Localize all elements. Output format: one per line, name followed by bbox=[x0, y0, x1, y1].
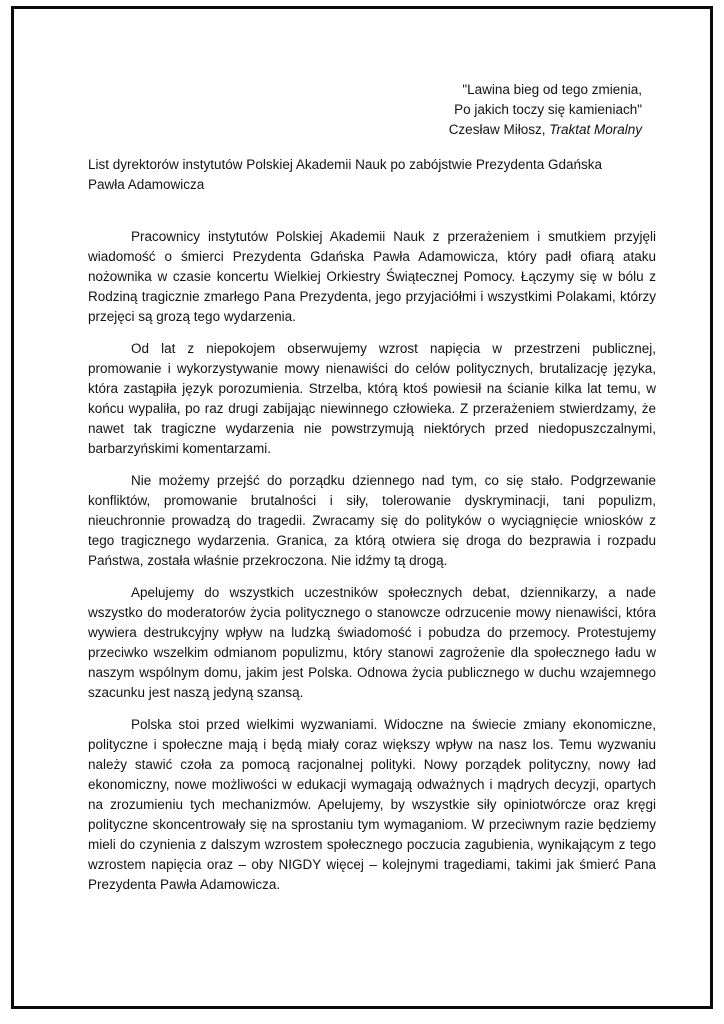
letter-paragraph-2: Od lat z niepokojem obserwujemy wzrost napięcia w przestrzeni publicznej, promowanie i wykorzystywanie mowy nienawiści do celów politycznych, brutalizację języka, która zastąpiła język porozumienia. Strzelba, którą ktoś powiesił na ścianie kilka lat temu, w końcu wypaliła, po raz drugi zabijając niewinnego człowieka. Z przerażeniem stwierdzamy, że nawet tak tragiczne wydarzenia nie powstrzymują niektórych przed niedopuszczalnymi, barbarzyńskimi komentarzami. bbox=[88, 341, 656, 456]
letter-title-line-1: List dyrektorów instytutów Polskiej Akademii Nauk po zabójstwie Prezydenta Gdańska bbox=[88, 157, 602, 172]
letter-document bbox=[88, 80, 656, 907]
epigraph-attribution bbox=[88, 120, 642, 140]
epigraph-work-title: Traktat Moralny bbox=[549, 122, 642, 137]
epigraph-author: Czesław Miłosz, bbox=[448, 122, 550, 137]
epigraph bbox=[88, 80, 656, 140]
epigraph-line-1: "Lawina bieg od tego zmienia, bbox=[462, 82, 642, 97]
letter-paragraph-3: Nie możemy przejść do porządku dziennego nad tym, co się stało. Podgrzewanie konfliktów, promowanie brutalności i siły, tolerowanie dyskryminacji, tani populizm, nieuchronnie prowadzą do tragedii. Zwracamy się do polityków o wyciągnięcie wniosków z tego tragicznego wydarzenia. Granica, za którą otwiera się droga do bezprawia i rozpadu Państwa, została właśnie przekroczona. Nie idźmy tą drogą. bbox=[88, 473, 656, 568]
letter-title-line-2: Pawła Adamowicza bbox=[88, 177, 205, 192]
letter-paragraph-5: Polska stoi przed wielkimi wyzwaniami. Widoczne na świecie zmiany ekonomiczne, polityczne i społeczne mają i będą miały coraz większy wpływ na nasz los. Temu wyzwaniu należy stawić czoła za pomocą racjonalnej polityki. Nowy porządek polityczny, nowy ład ekonomiczny, nowe możliwości w edukacji wymagają odważnych i mądrych decyzji, opartych na zrozumieniu tych mechanizmów. Apelujemy, by wszystkie siły opiniotwórcze oraz kręgi polityczne skoncentrowały się na sprostaniu tym wymaganiom. W przeciwnym razie będziemy mieli do czynienia z dalszym wzrostem społecznego poczucia zagubienia, wynikającym z tego wzrostem napięcia oraz – oby NIGDY więcej – kolejnymi tragediami, takimi jak śmierć Pana Prezydenta Pawła Adamowicza. bbox=[88, 717, 656, 892]
letter-paragraph-1: Pracownicy instytutów Polskiej Akademii Nauk z przerażeniem i smutkiem przyjęli wiadomość o śmierci Prezydenta Gdańska Pawła Adamowicza, który padł ofiarą ataku nożownika w czasie koncertu Wielkiej Orkiestry Świątecznej Pomocy. Łączymy się w bólu z Rodziną tragicznie zmarłego Pana Prezydenta, jego przyjaciółmi i wszystkimi Polakami, którzy przejęci są grozą tego wydarzenia. bbox=[88, 229, 656, 324]
letter-paragraph-4: Apelujemy do wszystkich uczestników społecznych debat, dziennikarzy, a nade wszystko do moderatorów życia politycznego o stanowcze odrzucenie mowy nienawiści, która wywiera destrukcyjny wpływ na ludzką świadomość i pobudza do przemocy. Protestujemy przeciwko wszelkim odmianom populizmu, który stanowi zagrożenie dla społecznego ładu w naszym wspólnym domu, jakim jest Polska. Odnowa życia publicznego w duchu wzajemnego szacunku jest naszą jedyną szansą. bbox=[88, 585, 656, 700]
epigraph-line-2: Po jakich toczy się kamieniach" bbox=[454, 102, 642, 117]
letter-title bbox=[88, 155, 656, 195]
